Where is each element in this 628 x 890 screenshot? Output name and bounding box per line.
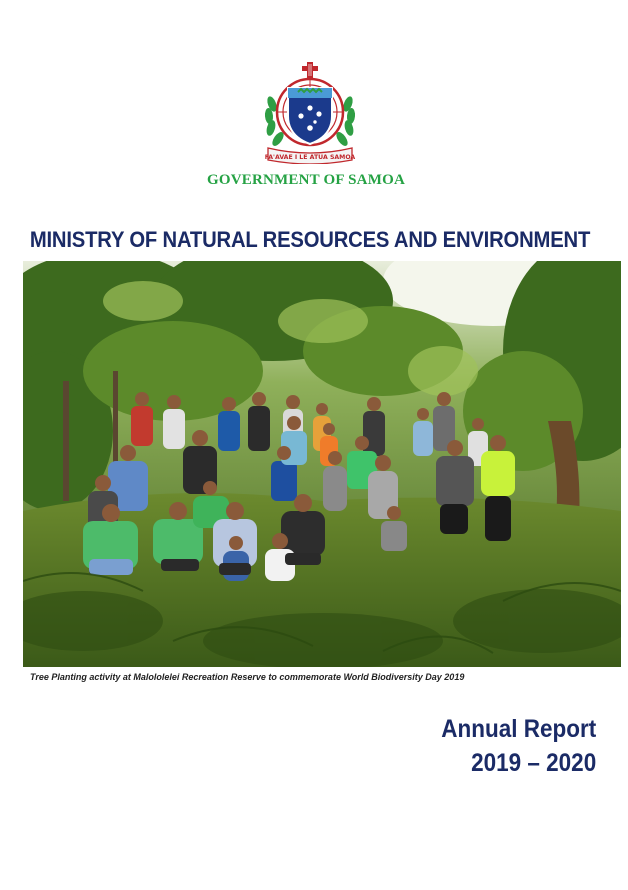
report-years: 2019 – 2020: [470, 749, 596, 777]
report-title: Annual Report: [441, 715, 596, 743]
photo-caption: Tree Planting activity at Malololelei Recreation Reserve to commemorate World Biodiversity Day 2019: [30, 672, 465, 682]
emblem-motto: FA'AVAE I LE ATUA SAMOA: [264, 154, 356, 161]
report-title-block: [441, 712, 596, 780]
coat-of-arms-icon: [258, 60, 362, 164]
government-title: GOVERNMENT OF SAMOA: [207, 172, 405, 188]
cover-photo: [23, 261, 621, 667]
ministry-title: MINISTRY OF NATURAL RESOURCES AND ENVIRONMENT: [29, 227, 591, 252]
